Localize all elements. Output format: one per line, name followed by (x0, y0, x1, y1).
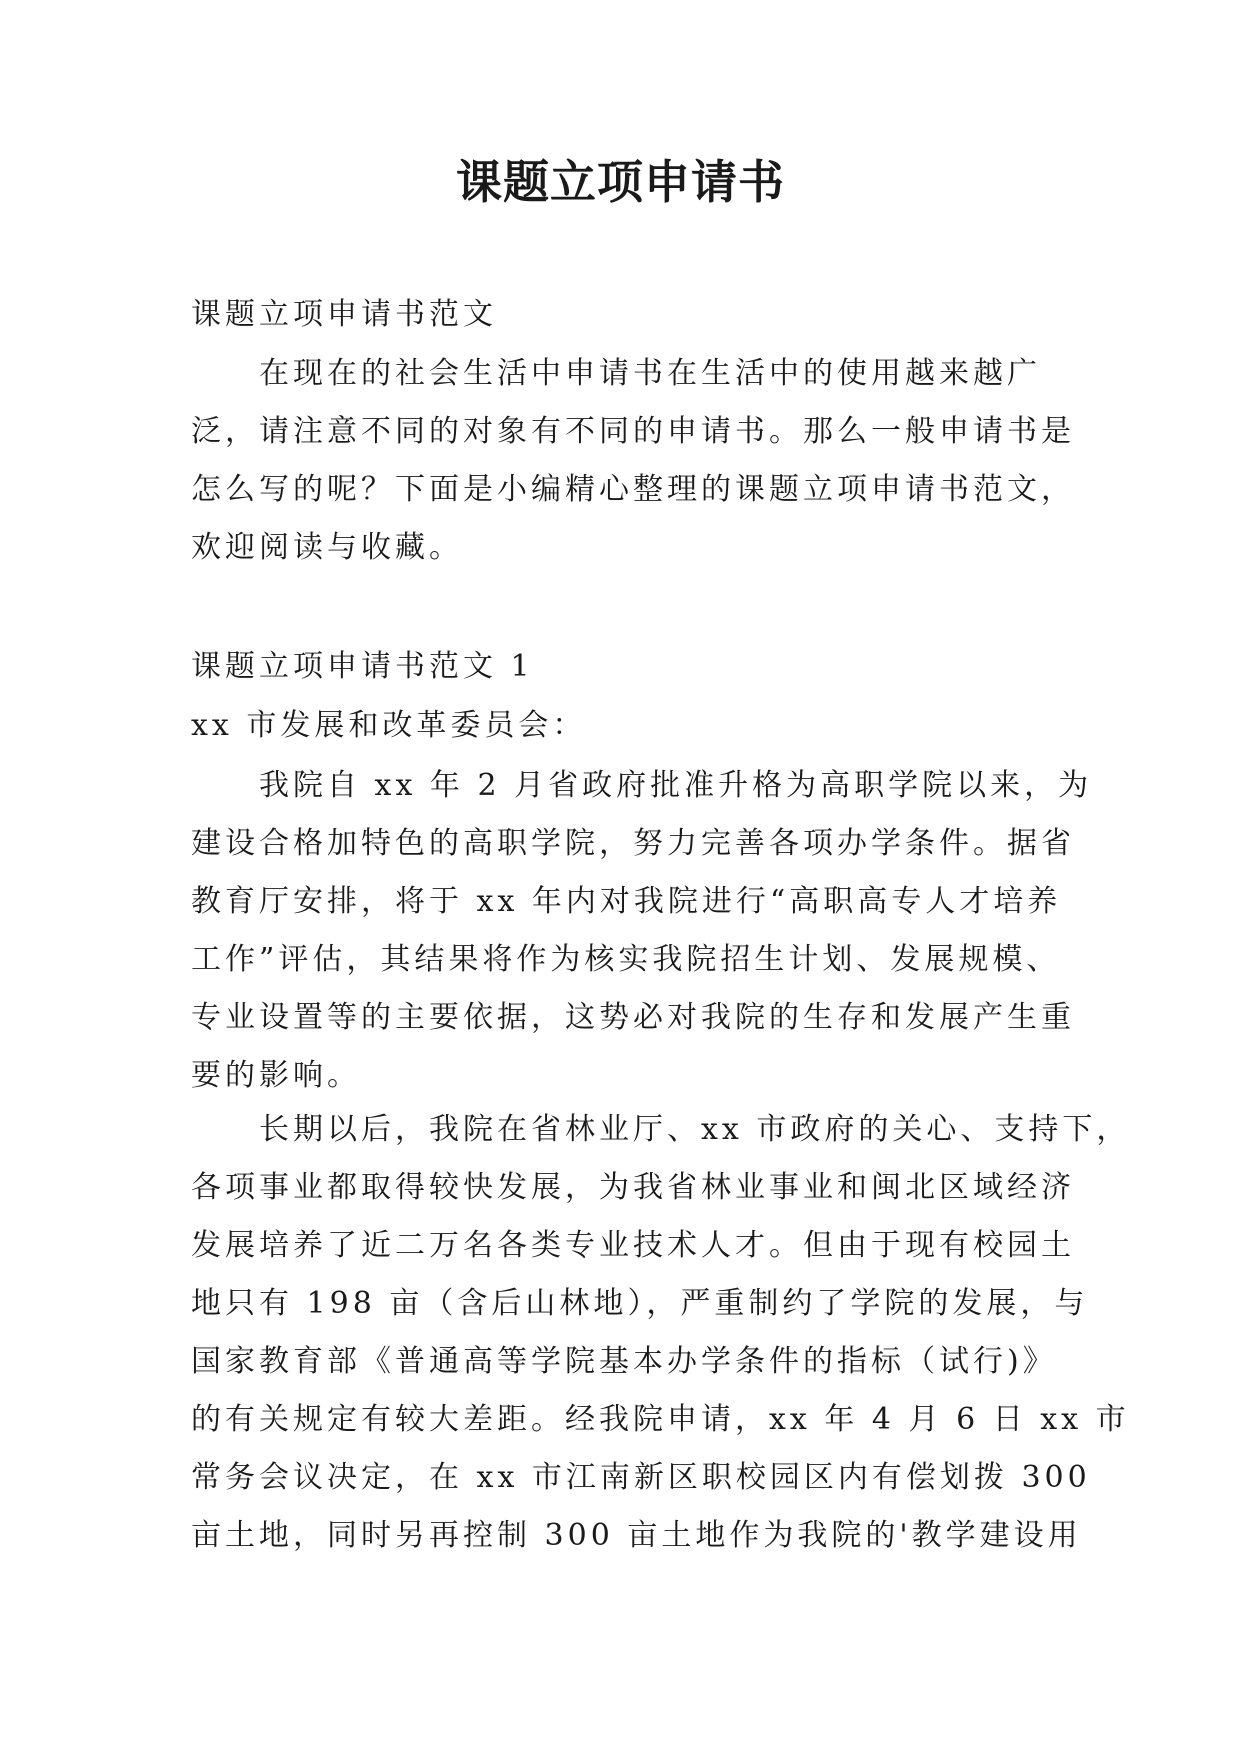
paragraph-line: 国家教育部《普通高等学院基本办学条件的指标（试行)》 (191, 1344, 1057, 1379)
paragraph-line: 教育厅安排，将于 xx 年内对我院进行“高职高专人才培养 (191, 884, 1062, 919)
body-paragraph-1 (191, 757, 1093, 1105)
paragraph-line: 的有关规定有较大差距。经我院申请，xx 年 4 月 6 日 xx 市 (191, 1402, 1130, 1437)
document-title: 课题立项申请书 (456, 155, 785, 209)
document-subtitle (191, 286, 1051, 344)
salutation (191, 697, 1051, 755)
intro-line: 怎么写的呢？下面是小编精心整理的课题立项申请书范文， (191, 472, 1075, 507)
paragraph-line: 工作”评估，其结果将作为核实我院招生计划、发展规模、 (191, 942, 1061, 977)
intro-paragraph (191, 345, 1075, 577)
intro-line: 在现在的社会生活中申请书在生活中的使用越来越广 (259, 356, 1041, 391)
section-heading (191, 638, 1051, 696)
intro-line: 泛，请注意不同的对象有不同的申请书。那么一般申请书是 (191, 414, 1075, 449)
paragraph-line: 建设合格加特色的高职学院，努力完善各项办学条件。据省 (191, 826, 1075, 861)
intro-line: 欢迎阅读与收藏。 (191, 530, 463, 565)
body-paragraph-2 (191, 1101, 1131, 1565)
paragraph-line: 我院自 xx 年 2 月省政府批准升格为高职学院以来，为 (259, 768, 1093, 803)
subtitle-text: 课题立项申请书范文 (191, 297, 497, 332)
salutation-text: xx 市发展和改革委员会： (191, 708, 587, 743)
paragraph-line: 要的影响。 (191, 1058, 361, 1093)
paragraph-line: 长期以后，我院在省林业厅、xx 市政府的关心、支持下， (259, 1112, 1131, 1147)
paragraph-line: 发展培养了近二万名各类专业技术人才。但由于现有校园土 (191, 1228, 1075, 1263)
paragraph-line: 地只有 198 亩（含后山林地），严重制约了学院的发展，与 (191, 1286, 1089, 1321)
paragraph-line: 专业设置等的主要依据，这势必对我院的生存和发展产生重 (191, 1000, 1075, 1035)
section-heading-text: 课题立项申请书范文 1 (191, 649, 534, 684)
paragraph-line: 常务会议决定，在 xx 市江南新区职校园区内有偿划拨 300 (191, 1460, 1091, 1495)
paragraph-line: 各项事业都取得较快发展，为我省林业事业和闽北区域经济 (191, 1170, 1075, 1205)
paragraph-line: 亩土地，同时另再控制 300 亩土地作为我院的'教学建设用 (191, 1518, 1082, 1553)
